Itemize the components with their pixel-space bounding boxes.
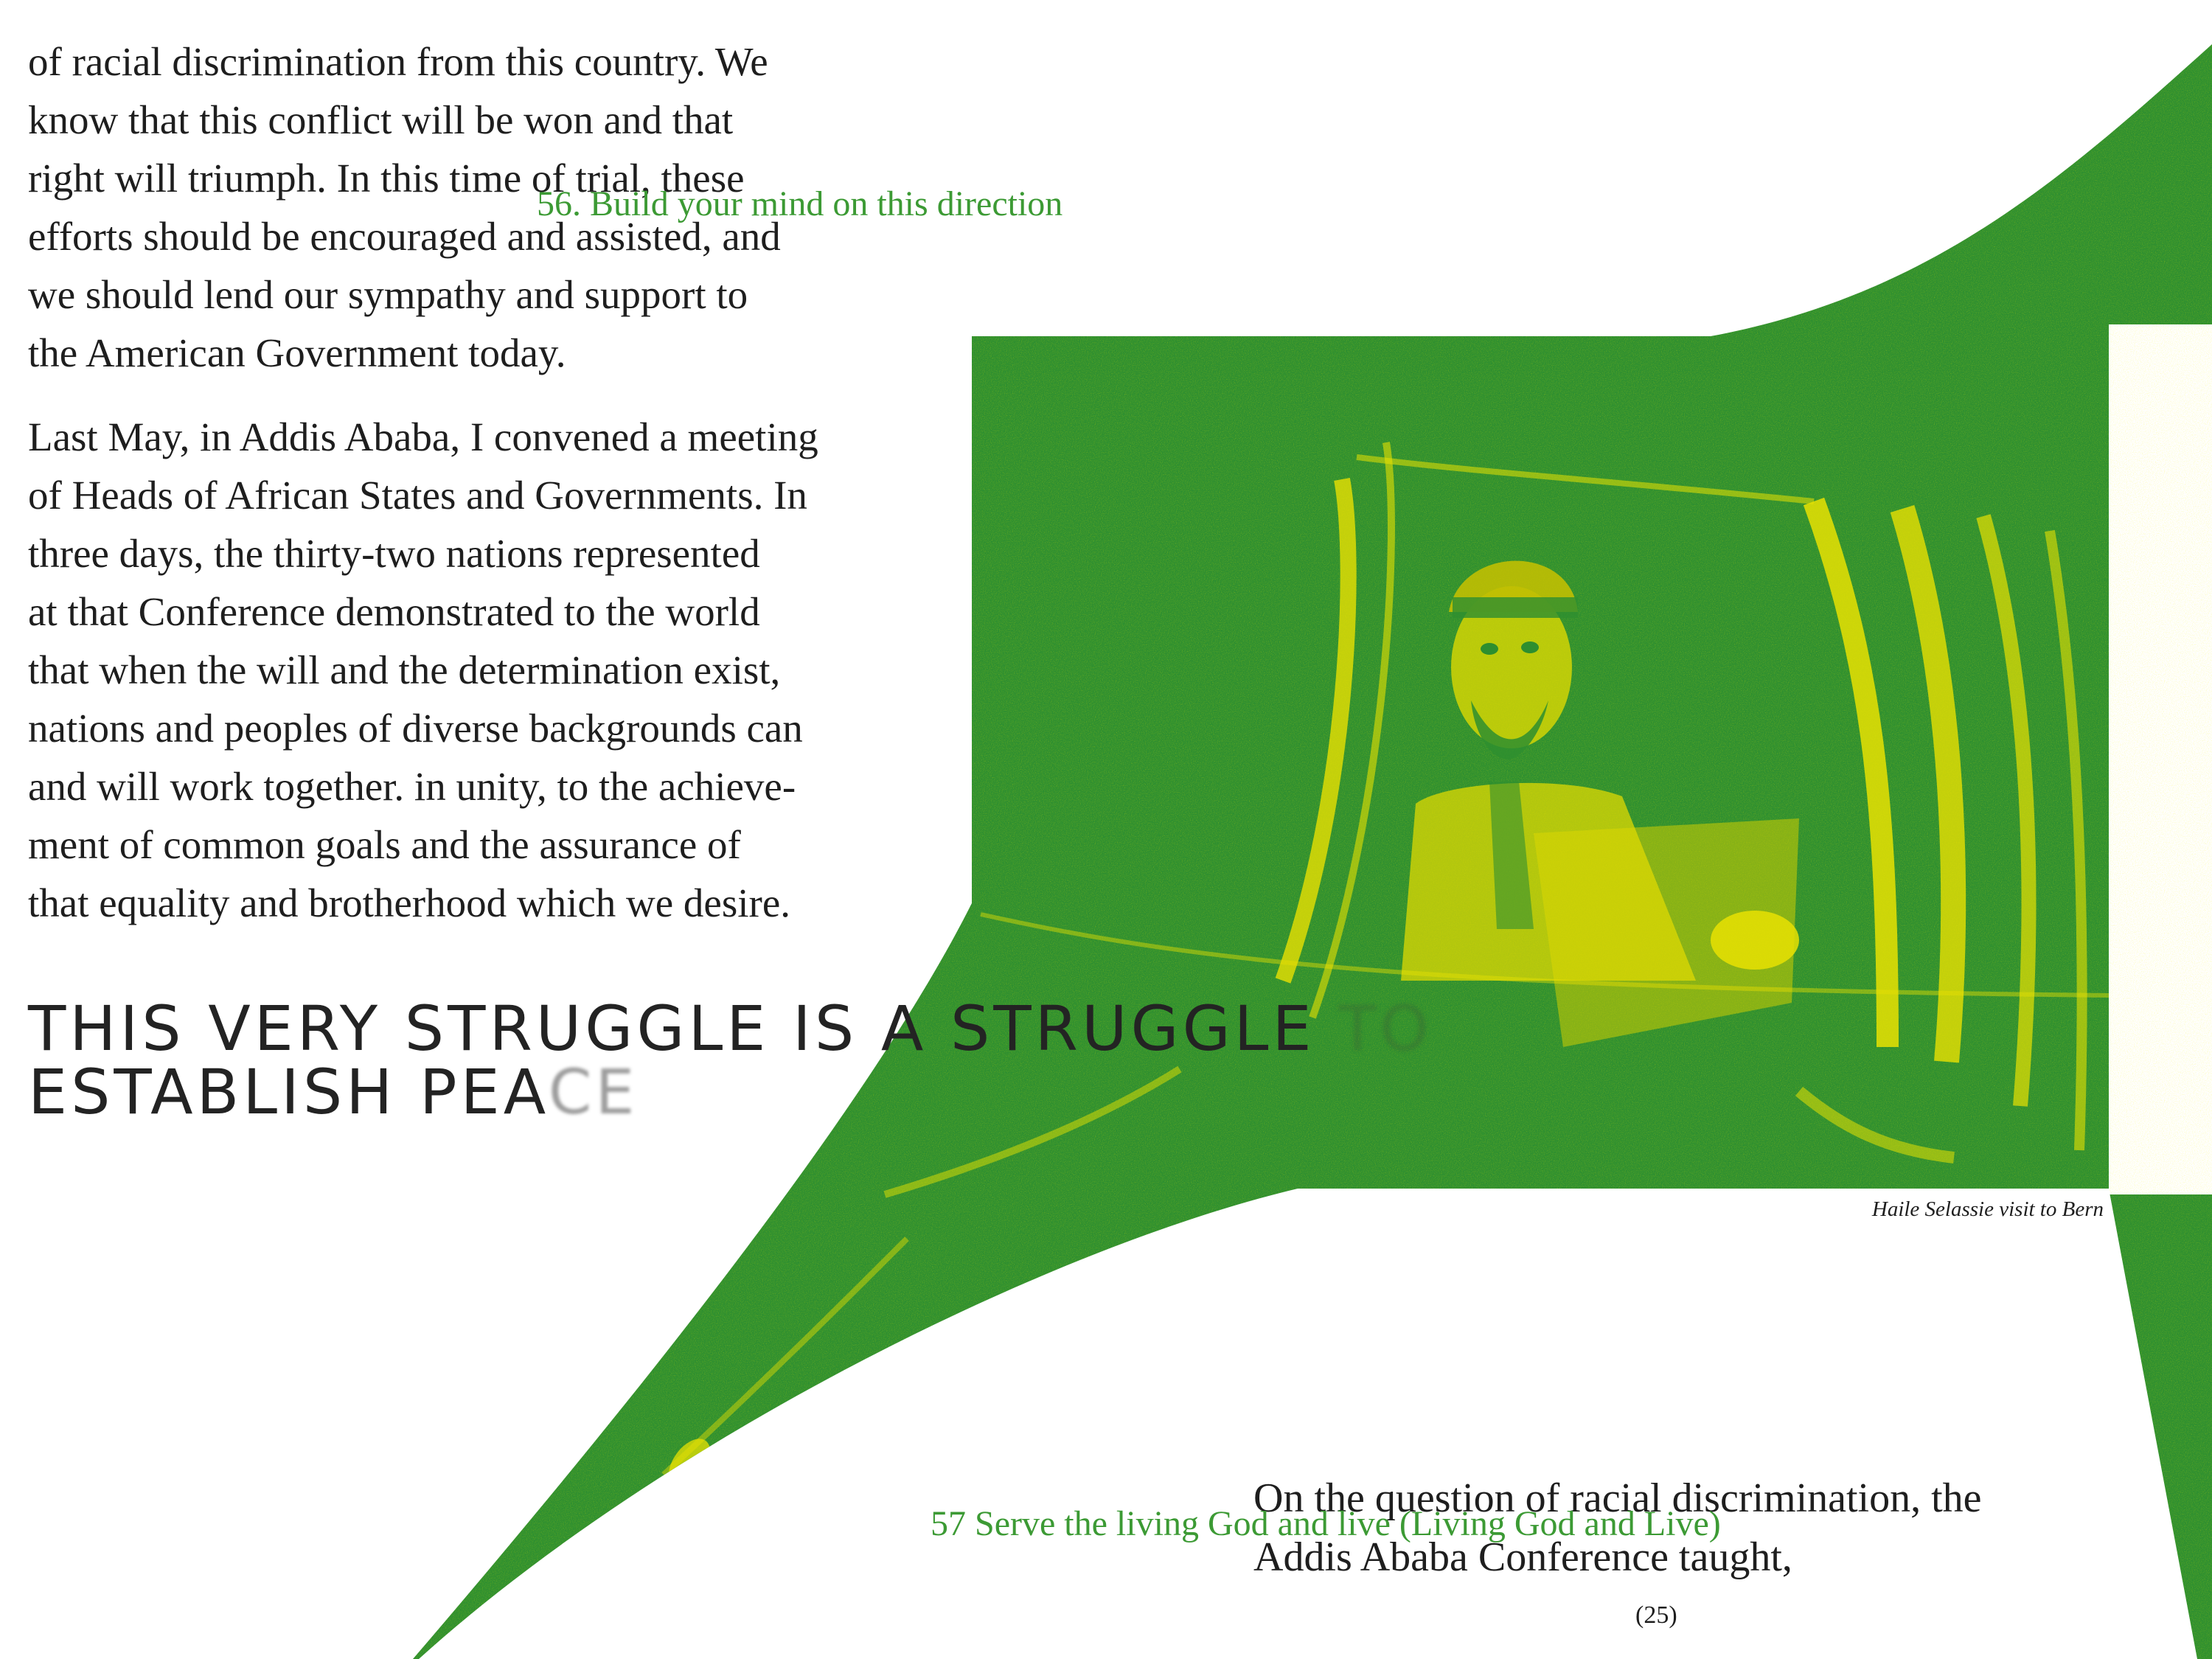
headline-line-2-faded: CE xyxy=(548,1056,639,1128)
text-line: of racial discrimination from this country. We xyxy=(28,39,768,84)
headline-line-1 xyxy=(28,992,1433,1065)
text-line: efforts should be encouraged and assisted, and xyxy=(28,214,781,259)
text-line: the American Government today. xyxy=(28,330,566,375)
headline-line-1-text: THIS VERY STRUGGLE IS A STRUGGLE xyxy=(28,992,1315,1065)
note-56: 56. Build your mind on this direction xyxy=(537,184,1063,223)
photo-caption: Haile Selassie visit to Bern xyxy=(1871,1197,2104,1221)
note-57: 57 Serve the living God and live (Living God and Live) xyxy=(931,1504,1721,1543)
text-line: we should lend our sympathy and support to xyxy=(28,272,748,317)
text-line: On the question of racial discrimination, the xyxy=(1253,1475,1982,1521)
text-line: and will work together. in unity, to the achieve- xyxy=(28,764,796,809)
text-line: ment of common goals and the assurance of xyxy=(28,822,741,867)
text-line: that equality and brotherhood which we desire. xyxy=(28,880,790,925)
headline-line-1-faded: TO xyxy=(1315,992,1433,1065)
text-line: that when the will and the determination exist, xyxy=(28,647,781,692)
headline-line-2-text: ESTABLISH PEA xyxy=(28,1056,549,1128)
text-line: Addis Ababa Conference taught, xyxy=(1253,1534,1792,1580)
paragraph-2 xyxy=(28,408,818,932)
text-line: of Heads of African States and Governments. In xyxy=(28,473,807,518)
pull-quote-headline xyxy=(28,992,1433,1128)
text-line: at that Conference demonstrated to the world xyxy=(28,589,760,634)
text-line: Last May, in Addis Ababa, I convened a meeting xyxy=(28,414,818,459)
text-line: right will triumph. In this time of trial, these xyxy=(28,156,745,201)
page-number: (25) xyxy=(1635,1601,1677,1629)
text-line: know that this conflict will be won and that xyxy=(28,97,734,142)
text-line: nations and peoples of diverse backgrounds can xyxy=(28,706,803,751)
headline-line-2 xyxy=(28,1056,1433,1128)
text-line: three days, the thirty-two nations represented xyxy=(28,531,760,576)
